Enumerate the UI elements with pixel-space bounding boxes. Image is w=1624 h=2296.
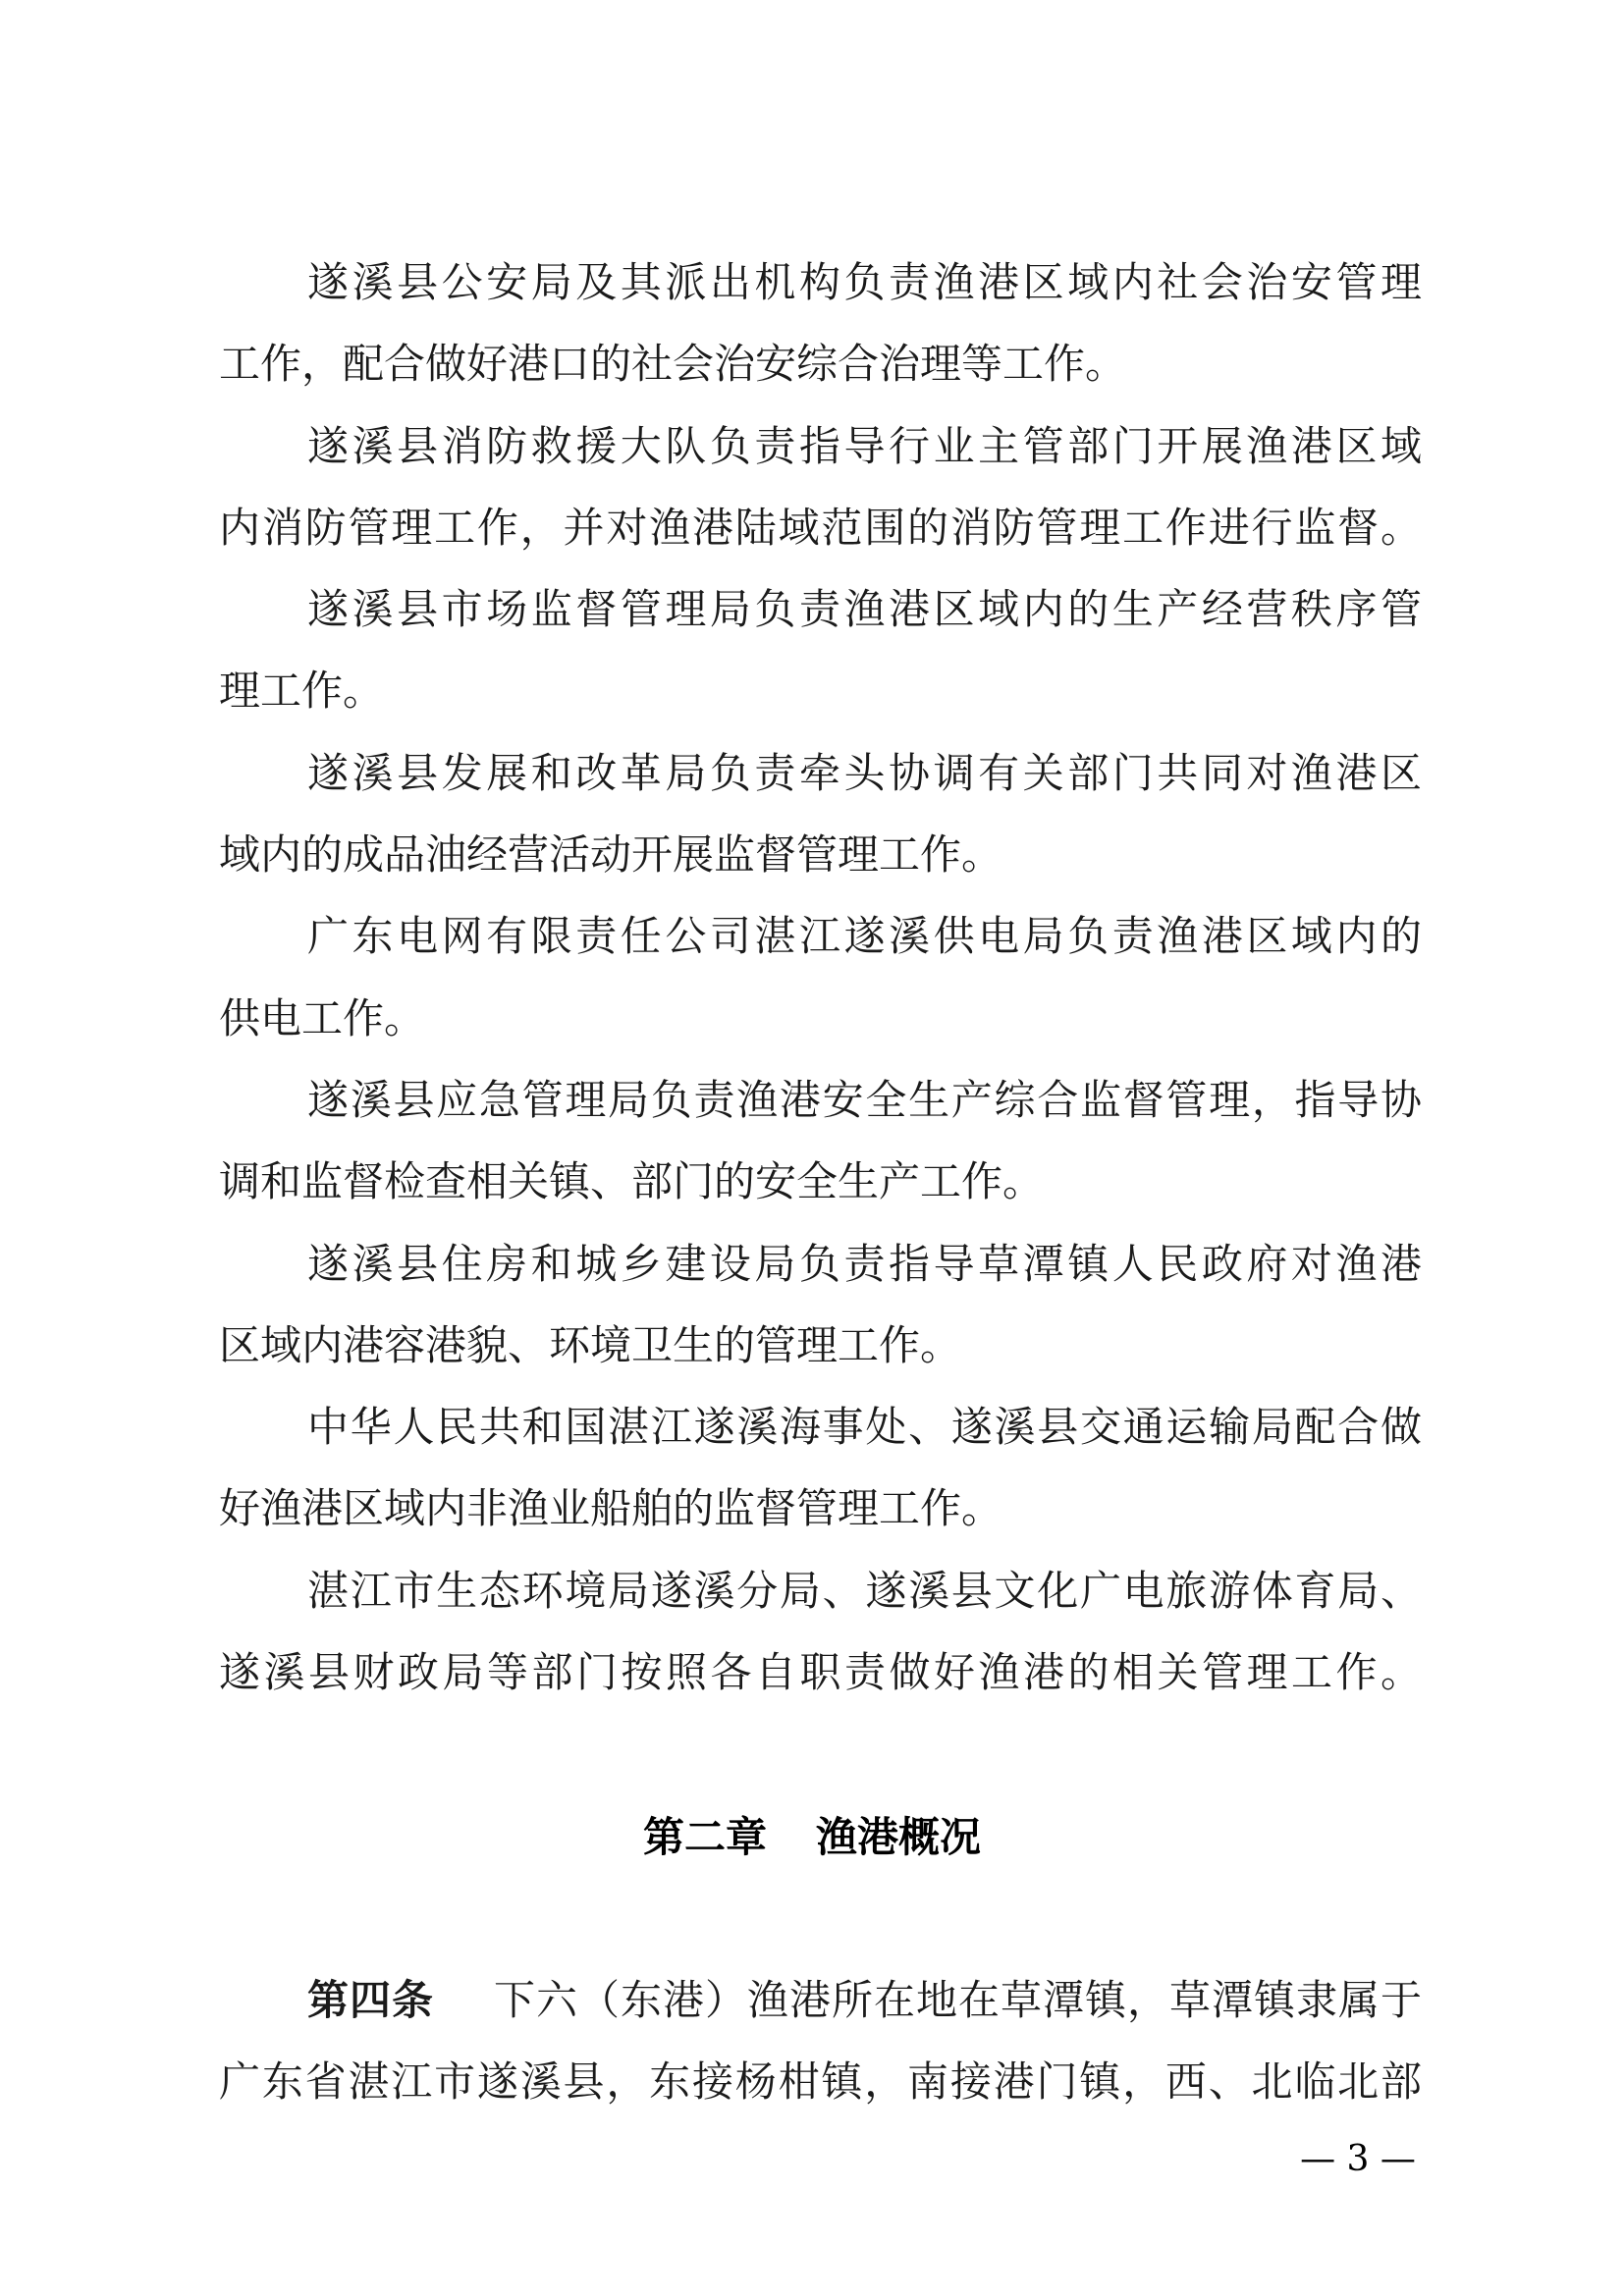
paragraph-line: 供电工作。 bbox=[219, 993, 426, 1042]
paragraph-line: 遂溪县公安局及其派出机构负责渔港区域内社会治安管理 bbox=[307, 258, 1422, 306]
paragraph-line: 湛江市生态环境局遂溪分局、遂溪县文化广电旅游体育局、 bbox=[307, 1566, 1422, 1615]
paragraph-line: 遂溪县消防救援大队负责指导行业主管部门开展渔港区域 bbox=[307, 421, 1422, 470]
paragraph-line: 理工作。 bbox=[219, 667, 385, 716]
paragraph-line: 遂溪县财政局等部门按照各自职责做好渔港的相关管理工作。 bbox=[219, 1648, 1422, 1697]
page-number: — 3 — bbox=[1300, 2139, 1416, 2179]
paragraph-line: 好渔港区域内非渔业船舶的监督管理工作。 bbox=[219, 1484, 1003, 1533]
paragraph-line: 广东电网有限责任公司湛江遂溪供电局负责渔港区域内的 bbox=[307, 912, 1422, 961]
paragraph-line: 遂溪县住房和城乡建设局负责指导草潭镇人民政府对渔港 bbox=[307, 1239, 1422, 1288]
article-text: 下六（东港）渔港所在地在草潭镇，草潭镇隶属于 bbox=[493, 1976, 1422, 2024]
paragraph-line: 域内的成品油经营活动开展监督管理工作。 bbox=[219, 830, 1003, 880]
paragraph-line: 内消防管理工作，并对渔港陆域范围的消防管理工作进行监督。 bbox=[219, 503, 1422, 552]
paragraph-line: 遂溪县发展和改革局负责牵头协调有关部门共同对渔港区 bbox=[307, 748, 1422, 797]
article-label: 第四条 bbox=[307, 1976, 434, 2024]
body-text bbox=[219, 241, 1422, 1713]
chapter-title: 渔港概况 bbox=[816, 1813, 982, 1861]
paragraph-line: 遂溪县应急管理局负责渔港安全生产综合监督管理，指导协 bbox=[307, 1075, 1422, 1124]
chapter-heading bbox=[0, 1806, 1624, 1869]
paragraph-line: 调和监督检查相关镇、部门的安全生产工作。 bbox=[219, 1157, 1045, 1206]
paragraph-line: 区域内港容港貌、环境卫生的管理工作。 bbox=[219, 1320, 962, 1369]
paragraph-line: 中华人民共和国湛江遂溪海事处、遂溪县交通运输局配合做 bbox=[307, 1403, 1422, 1452]
paragraph-line: 遂溪县市场监督管理局负责渔港区域内的生产经营秩序管 bbox=[307, 585, 1422, 634]
chapter-number: 第二章 bbox=[642, 1813, 767, 1861]
paragraph-line: 工作，配合做好港口的社会治安综合治理等工作。 bbox=[219, 340, 1127, 389]
article-first-line bbox=[219, 1958, 1422, 2040]
article-second-line: 广东省湛江市遂溪县，东接杨柑镇，南接港门镇，西、北临北部 bbox=[219, 2057, 1422, 2107]
article-paragraph bbox=[219, 1958, 1422, 2122]
